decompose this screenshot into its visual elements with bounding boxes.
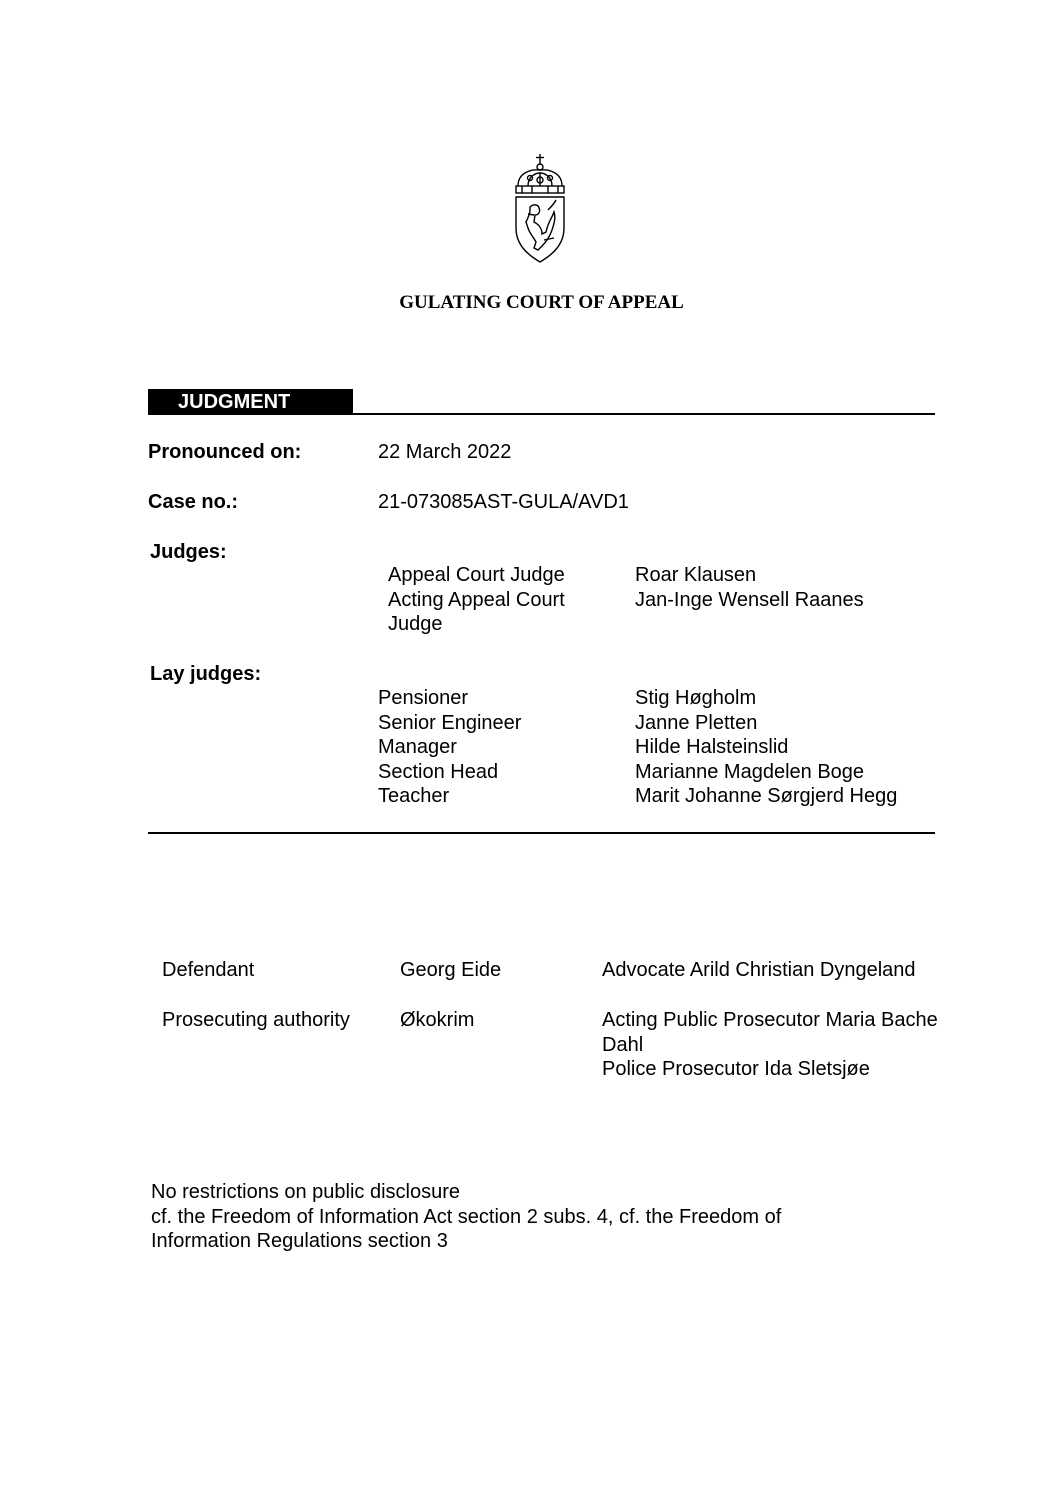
lay-judge-name: Stig Høgholm [635,687,757,709]
disclosure-note [151,1180,781,1254]
judge-title: Acting Appeal Court [388,588,565,611]
counsel-line: Advocate Arild Christian Dyngeland [602,959,916,981]
lay-judge-name: Marianne Magdelen Boge [635,760,865,783]
judge-name: Jan-Inge Wensell Raanes [635,588,864,611]
case-label: Case no.: [148,491,239,513]
party-counsel [602,958,916,983]
lay-judges-label: Lay judges: [150,663,262,685]
judges-names [635,563,864,612]
counsel-line: Acting Public Prosecutor Maria Bache [602,1009,938,1031]
judges-titles [388,563,565,637]
section-rule [148,832,935,834]
disclosure-line: Information Regulations section 3 [151,1230,448,1252]
party-role: Defendant [162,959,255,981]
counsel-line: Dahl [602,1033,644,1056]
lay-judge-title: Teacher [378,785,450,807]
pronounced-label: Pronounced on: [148,441,302,463]
disclosure-line: No restrictions on public disclosure [151,1181,461,1203]
party-role: Prosecuting authority [162,1009,350,1031]
lay-judge-name: Janne Pletten [635,711,758,734]
party-name: Georg Eide [400,959,502,981]
judge-title: Appeal Court Judge [388,564,565,586]
lay-judge-title: Manager [378,736,457,758]
lay-judge-title: Senior Engineer [378,711,522,734]
lay-judge-name: Marit Johanne Sørgjerd Hegg [635,785,898,807]
judges-label: Judges: [150,541,227,563]
party-counsel [602,1008,938,1082]
lay-judge-title: Section Head [378,760,499,783]
court-name: GULATING COURT OF APPEAL [399,292,684,313]
counsel-line: Police Prosecutor Ida Sletsjøe [602,1058,870,1080]
lay-judges-names [635,686,897,809]
lay-judge-name: Hilde Halsteinslid [635,736,789,758]
case-value: 21-073085AST-GULA/AVD1 [378,491,629,513]
disclosure-line: cf. the Freedom of Information Act section 2 subs. 4, cf. the Freedom of [151,1205,782,1228]
judge-name: Roar Klausen [635,564,757,586]
document-type-tab: JUDGMENT [148,389,353,415]
pronounced-value: 22 March 2022 [378,441,512,463]
party-name: Økokrim [400,1009,475,1031]
crest-icon [508,152,572,264]
judge-title: Judge [388,613,443,635]
lay-judges-titles [378,686,521,809]
lay-judge-title: Pensioner [378,687,469,709]
